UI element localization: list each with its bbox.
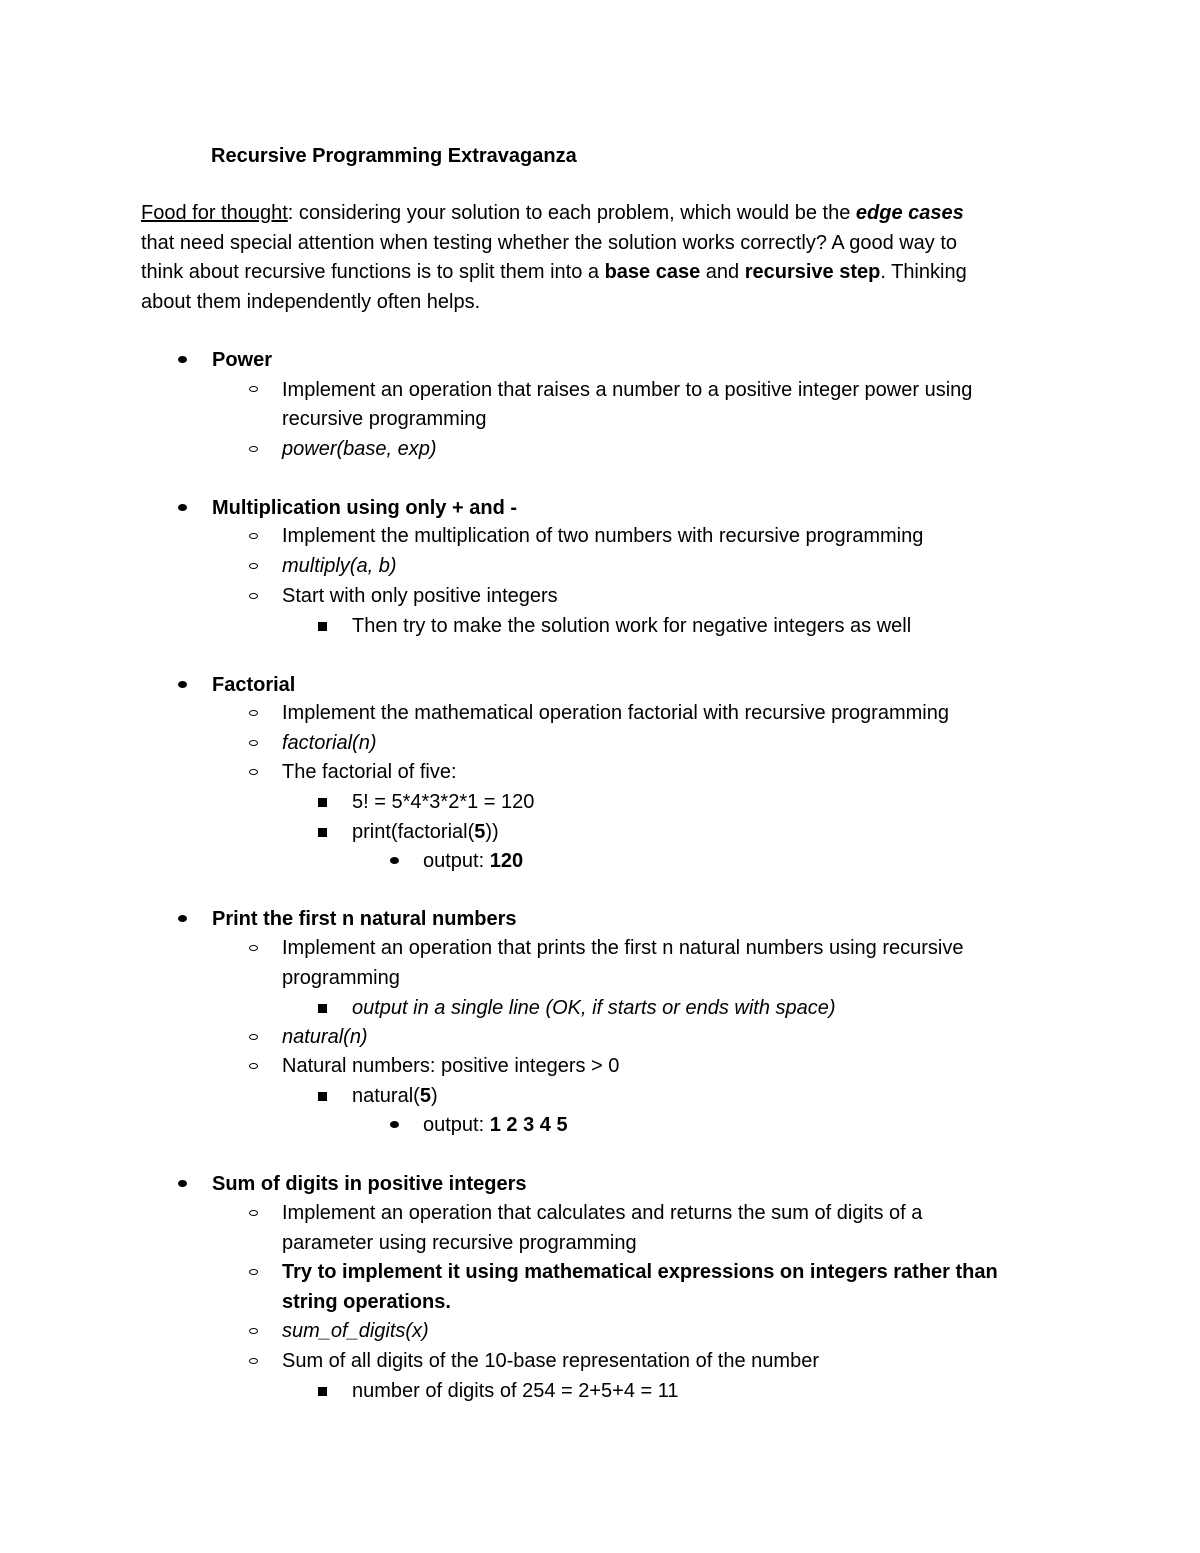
bullet-circle-icon — [249, 1358, 258, 1364]
bullet-square-icon — [318, 622, 327, 631]
intro-edge-cases: edge cases — [855, 202, 964, 224]
section-heading-factorial: Factorial — [212, 674, 296, 696]
function-signature: sum_of_digits(x) — [282, 1320, 429, 1342]
list-item: output in a single line (OK, if starts or ends with space) — [352, 997, 836, 1019]
intro-text: : considering your solution to each problem, which would be the — [287, 202, 856, 224]
list-item: Implement an operation that prints the first n natural numbers using recursive — [282, 937, 964, 959]
code-argument: 5 — [474, 821, 486, 843]
output-value: 1 2 3 4 5 — [489, 1114, 568, 1136]
code-text: print(factorial( — [352, 821, 475, 843]
list-item: Then try to make the solution work for negative integers as well — [352, 615, 912, 637]
bullet-circle-icon — [249, 386, 258, 392]
list-item — [352, 820, 499, 844]
output-label: output: — [423, 1114, 490, 1136]
code-text: ) — [430, 1085, 438, 1107]
bullet-disc-icon — [178, 1180, 187, 1187]
bullet-square-icon — [318, 828, 327, 837]
code-text: )) — [485, 821, 499, 843]
bullet-disc-icon — [178, 681, 187, 688]
bullet-circle-icon — [249, 593, 258, 599]
section-heading-sum-of-digits: Sum of digits in positive integers — [212, 1173, 527, 1195]
list-item: Sum of all digits of the 10-base representation of the number — [282, 1350, 819, 1372]
page-title: Recursive Programming Extravaganza — [211, 145, 577, 167]
bullet-square-icon — [318, 798, 327, 807]
intro-text: and — [700, 261, 745, 283]
bullet-circle-icon — [249, 710, 258, 716]
function-signature: multiply(a, b) — [282, 555, 397, 577]
intro-line-2: that need special attention when testing whether the solution works correctly? A good way to — [141, 232, 958, 254]
bullet-circle-icon — [249, 1210, 258, 1216]
code-text: natural( — [352, 1085, 420, 1107]
bullet-disc-icon — [178, 504, 187, 511]
function-signature: factorial(n) — [282, 732, 377, 754]
bullet-circle-icon — [249, 769, 258, 775]
bullet-circle-icon — [249, 1328, 258, 1334]
intro-line-1 — [141, 201, 964, 225]
bullet-disc-icon — [178, 356, 187, 363]
bullet-square-icon — [318, 1092, 327, 1101]
bullet-circle-icon — [249, 446, 258, 452]
intro-line-3 — [141, 260, 967, 284]
intro-line-4: about them independently often helps. — [141, 291, 481, 313]
output-value: 120 — [489, 850, 524, 872]
output-label: output: — [423, 850, 490, 872]
list-item: Try to implement it using mathematical expressions on integers rather than — [282, 1261, 998, 1283]
section-heading-power: Power — [212, 349, 273, 371]
list-item — [423, 1113, 568, 1137]
bullet-square-icon — [318, 1004, 327, 1013]
bullet-disc-icon — [390, 1121, 399, 1128]
list-item: string operations. — [282, 1291, 451, 1313]
list-item: Implement an operation that calculates and returns the sum of digits of a — [282, 1202, 923, 1224]
list-item: Natural numbers: positive integers > 0 — [282, 1055, 620, 1077]
bullet-circle-icon — [249, 533, 258, 539]
bullet-circle-icon — [249, 945, 258, 951]
list-item: 5! = 5*4*3*2*1 = 120 — [352, 791, 535, 813]
bullet-circle-icon — [249, 740, 258, 746]
section-heading-natural: Print the first n natural numbers — [212, 908, 517, 930]
bullet-disc-icon — [390, 857, 399, 864]
intro-text: think about recursive functions is to split them into a — [141, 261, 605, 283]
function-signature: natural(n) — [282, 1026, 368, 1048]
list-item: Implement an operation that raises a number to a positive integer power using — [282, 379, 973, 401]
bullet-circle-icon — [249, 563, 258, 569]
list-item — [352, 1084, 438, 1108]
bullet-circle-icon — [249, 1063, 258, 1069]
bullet-disc-icon — [178, 915, 187, 922]
list-item: Start with only positive integers — [282, 585, 558, 607]
list-item: Implement the mathematical operation factorial with recursive programming — [282, 702, 949, 724]
list-item — [423, 849, 523, 873]
list-item: parameter using recursive programming — [282, 1232, 637, 1254]
list-item: Implement the multiplication of two numbers with recursive programming — [282, 525, 924, 547]
intro-label: Food for thought — [141, 202, 288, 224]
list-item: The factorial of five: — [282, 761, 457, 783]
list-item: number of digits of 254 = 2+5+4 = 11 — [352, 1380, 679, 1402]
intro-base-case: base case — [604, 261, 701, 283]
bullet-circle-icon — [249, 1034, 258, 1040]
intro-recursive-step: recursive step — [744, 261, 881, 283]
code-argument: 5 — [419, 1085, 431, 1107]
list-item: recursive programming — [282, 408, 487, 430]
intro-text: . Thinking — [880, 261, 967, 283]
section-heading-multiplication: Multiplication using only + and - — [212, 497, 517, 519]
list-item: programming — [282, 967, 400, 989]
bullet-circle-icon — [249, 1269, 258, 1275]
bullet-square-icon — [318, 1387, 327, 1396]
function-signature: power(base, exp) — [282, 438, 437, 460]
